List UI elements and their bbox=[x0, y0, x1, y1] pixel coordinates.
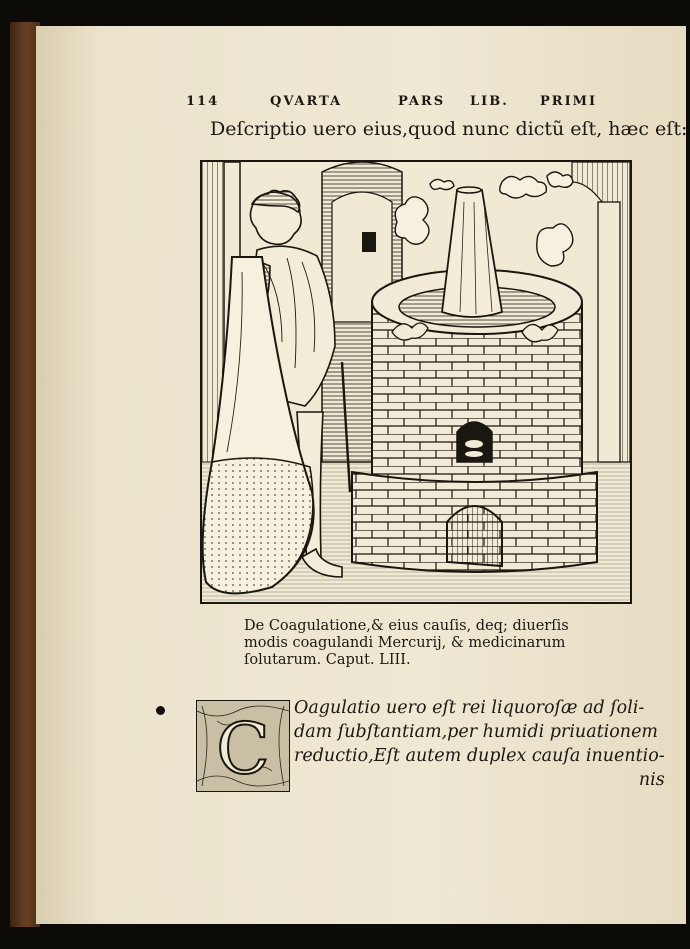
body-line-4: nis bbox=[638, 770, 665, 790]
running-title-word-4: PRIMI bbox=[540, 94, 598, 109]
caption-line-1: De Coagulatione,& eius cauſis, deq; diuerſis bbox=[244, 618, 569, 634]
body-text bbox=[294, 696, 665, 792]
initial-letter: C bbox=[216, 708, 270, 790]
caption-line-3: ſolutarum. Caput. LIII. bbox=[244, 652, 411, 668]
running-title-word-2: PARS bbox=[398, 94, 446, 109]
intro-line: Deſcriptio uero eius,quod nunc dictũ eſt, hæc eſt: bbox=[210, 118, 688, 140]
chapter-caption bbox=[244, 618, 569, 669]
woodcut-illustration bbox=[200, 160, 632, 604]
running-title-word-1: QVARTA bbox=[270, 94, 343, 109]
page-number: 114 bbox=[186, 94, 220, 109]
body-line-3: reductio,Eſt autem duplex cauſa inuentio- bbox=[294, 746, 665, 766]
caption-line-2: modis coagulandi Mercurij, & medicinarum bbox=[244, 635, 566, 651]
body-line-1: Oagulatio uero eſt rei liquoroſæ ad ſoli- bbox=[294, 698, 645, 718]
margin-dot bbox=[156, 706, 165, 715]
decorated-initial-c bbox=[196, 700, 290, 792]
running-title-word-3: LIB. bbox=[470, 94, 509, 109]
body-line-2: dam ſubſtantiam,per humidi priuationem bbox=[294, 722, 659, 742]
